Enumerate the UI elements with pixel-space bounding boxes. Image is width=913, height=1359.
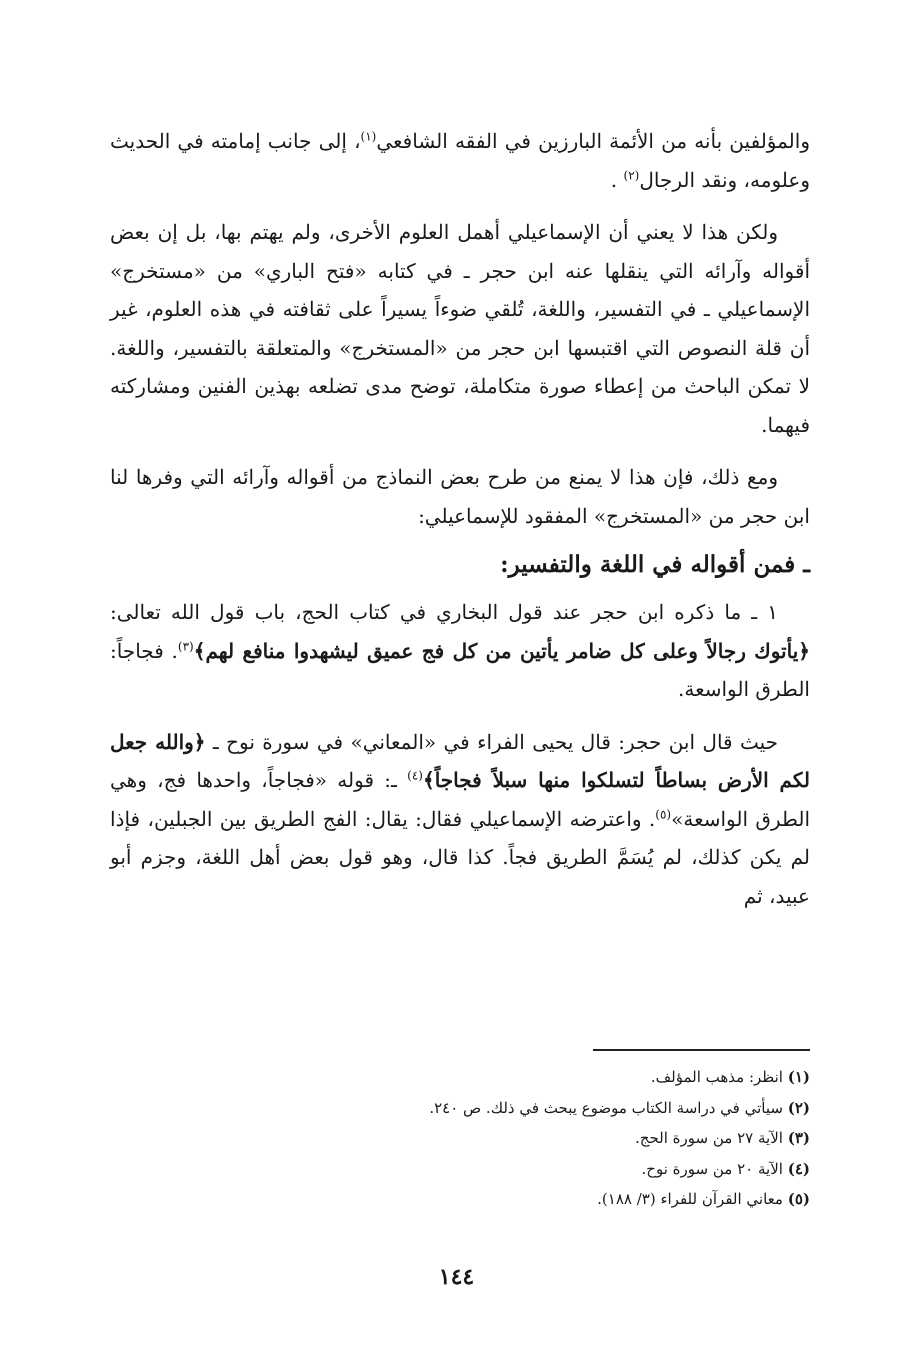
- footnote-text: معاني القرآن للفراء (٣/ ١٨٨).: [597, 1190, 783, 1208]
- paragraph-1: [110, 122, 810, 199]
- page-body: [110, 122, 810, 915]
- footnote-number: (٢): [787, 1098, 810, 1117]
- footnote-3: [300, 1123, 810, 1154]
- footnote-ref-4: (٤): [407, 768, 423, 783]
- p1-text-c: .: [610, 167, 618, 192]
- footnote-text: الآية ٢٠ من سورة نوح.: [641, 1159, 783, 1178]
- quran-verse-2: ﴿والله جعل لكم الأرض بساطاً لتسلكوا منها سبلاً فجاجاً﴾: [110, 729, 811, 792]
- paragraph-5: [110, 723, 810, 916]
- quran-verse-1: ﴿يأتوك رجالاً وعلى كل ضامر يأتين من كل فج عميق ليشهدوا منافع لهم﴾: [193, 638, 810, 663]
- footnote-ref-2: (٢): [623, 167, 640, 182]
- footnotes: [300, 1062, 810, 1215]
- paragraph-3: ومع ذلك، فإن هذا لا يمنع من طرح بعض النماذج من أقواله وآرائه التي وفرها لنا ابن حجر من «المستخرج» المفقود للإسماعيلي:: [110, 465, 810, 528]
- paragraph-4: [110, 593, 810, 709]
- p1-text-a: والمؤلفين بأنه من الأئمة البارزين في الفقه الشافعي: [376, 129, 810, 153]
- footnote-divider: [593, 1049, 810, 1051]
- footnote-ref-1: (١): [360, 129, 377, 144]
- footnote-1: [300, 1062, 810, 1093]
- p4-text-b: . فجاجاً: الطرق الواسعة.: [110, 638, 810, 701]
- p5-text-b: ـ: قوله «فجاجاً، واحدها فج، وهي الطرق الواسعة»: [110, 768, 810, 831]
- footnote-4: [300, 1154, 810, 1185]
- p4-text-a: ١ ـ ما ذكره ابن حجر عند قول البخاري في كتاب الحج، باب قول الله تعالى:: [110, 600, 778, 624]
- paragraph-2: ولكن هذا لا يعني أن الإسماعيلي أهمل العلوم الأخرى، ولم يهتم بها، بل إن بعض أقواله وآرائه التي ينقلها عنه ابن حجر ـ في كتابه «فتح الباري» من «مستخرج» الإسماعيلي ـ في التفسير، واللغة، تُلقي ضوءاً يسيراً على ثقافته في هذه العلوم، غير أن قلة النصوص التي اقتبسها ابن حجر من «المستخرج» والمتعلقة بالتفسير، واللغة. لا تمكن الباحث من إعطاء صورة متكاملة، توضح مدى تضلعه بهذين الفنين ومشاركته فيهما.: [110, 220, 810, 437]
- p1-text-b: ، إلى جانب إمامته في الحديث وعلومه، ونقد الرجال: [110, 129, 810, 192]
- footnote-5: [300, 1184, 810, 1215]
- footnote-number: (٣): [787, 1129, 810, 1147]
- footnote-text: الآية ٢٧ من سورة الحج.: [635, 1129, 783, 1147]
- page-number: ١٤٤: [438, 1264, 475, 1290]
- footnote-number: (٤): [787, 1159, 810, 1178]
- footnote-ref-5: (٥): [655, 806, 672, 821]
- footnote-2: [300, 1093, 810, 1124]
- p5-text-a: حيث قال ابن حجر: قال يحيى الفراء في «المعاني» في سورة نوح ـ: [212, 729, 778, 754]
- section-heading: ـ فمن أقواله في اللغة والتفسير:: [500, 551, 810, 578]
- footnote-text: سيأتي في دراسة الكتاب موضوع يبحث في ذلك. ص ٢٤٠.: [429, 1098, 783, 1117]
- footnote-number: (٥): [787, 1190, 810, 1208]
- footnote-ref-3: (٣): [177, 638, 194, 653]
- footnote-number: (١): [787, 1068, 810, 1086]
- p5-text-c: . واعترضه الإسماعيلي فقال: يقال: الفج الطريق بين الجبلين، فإذا لم يكن كذلك، لم يُسَمَّ الطريق فجاً. كذا قال، وهو قول بعض أهل اللغة، وجزم أبو عبيد، ثم: [110, 806, 810, 908]
- footnote-text: انظر: مذهب المؤلف.: [650, 1068, 783, 1086]
